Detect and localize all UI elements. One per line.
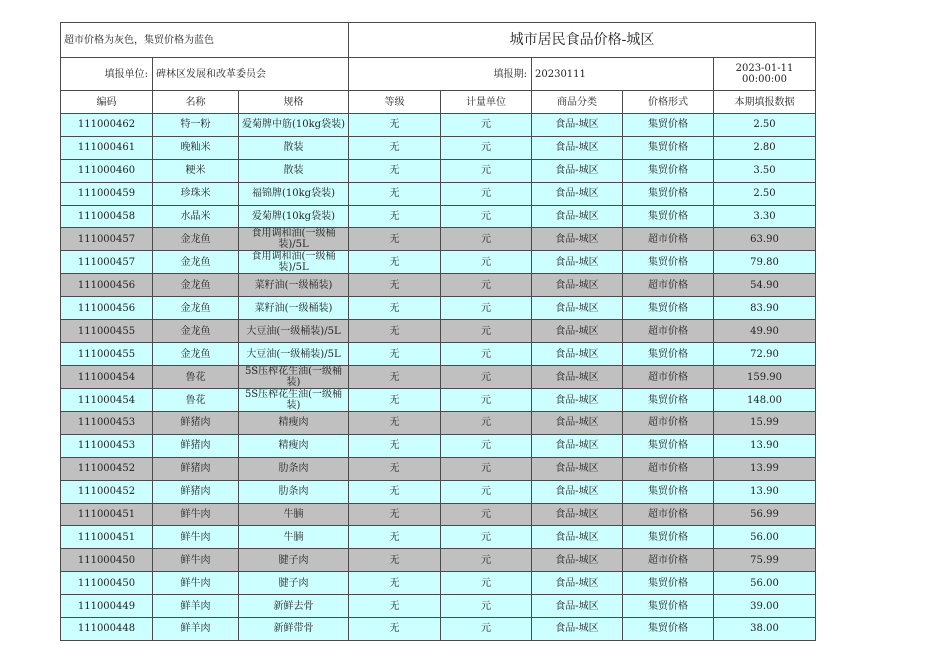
cell-code: 111000460 — [61, 159, 153, 182]
cell-category: 食品-城区 — [532, 320, 623, 343]
cell-grade: 无 — [349, 595, 441, 618]
cell-name: 鲜牛肉 — [153, 526, 239, 549]
column-header-name: 名称 — [153, 91, 239, 114]
cell-name: 鲜猪肉 — [153, 457, 239, 480]
cell-name: 鲜牛肉 — [153, 549, 239, 572]
cell-category: 食品-城区 — [532, 480, 623, 503]
period-label: 填报期: — [349, 58, 532, 91]
cell-price-type: 集贸价格 — [623, 526, 714, 549]
cell-grade: 无 — [349, 274, 441, 297]
cell-grade: 无 — [349, 457, 441, 480]
cell-unit: 元 — [441, 503, 532, 526]
table-row — [61, 114, 816, 137]
cell-name: 鲜羊肉 — [153, 595, 239, 618]
cell-code: 111000458 — [61, 205, 153, 228]
cell-name: 水晶米 — [153, 205, 239, 228]
cell-category: 食品-城区 — [532, 595, 623, 618]
cell-category: 食品-城区 — [532, 572, 623, 595]
cell-price-type: 超市价格 — [623, 274, 714, 297]
cell-category: 食品-城区 — [532, 251, 623, 274]
table-row — [61, 457, 816, 480]
cell-unit: 元 — [441, 343, 532, 366]
cell-spec: 大豆油(一级桶装)/5L — [239, 343, 349, 366]
cell-spec: 食用调和油(一级桶装)/5L — [239, 251, 349, 274]
column-header-code: 编码 — [61, 91, 153, 114]
cell-code: 111000457 — [61, 228, 153, 251]
cell-unit: 元 — [441, 320, 532, 343]
cell-spec: 新鲜去骨 — [239, 595, 349, 618]
cell-name: 金龙鱼 — [153, 274, 239, 297]
cell-price-type: 超市价格 — [623, 366, 714, 389]
cell-code: 111000449 — [61, 595, 153, 618]
cell-value[interactable]: 39.00 — [714, 595, 816, 618]
cell-grade: 无 — [349, 434, 441, 457]
cell-code: 111000451 — [61, 526, 153, 549]
table-row — [61, 480, 816, 503]
cell-unit: 元 — [441, 136, 532, 159]
cell-price-type: 超市价格 — [623, 503, 714, 526]
cell-spec: 散装 — [239, 136, 349, 159]
cell-spec: 新鲜带骨 — [239, 618, 349, 641]
cell-grade: 无 — [349, 618, 441, 641]
cell-value[interactable]: 79.80 — [714, 251, 816, 274]
cell-value[interactable]: 13.90 — [714, 480, 816, 503]
cell-value[interactable]: 49.90 — [714, 320, 816, 343]
column-header-category: 商品分类 — [532, 91, 623, 114]
table-row — [61, 526, 816, 549]
cell-name: 特一粉 — [153, 114, 239, 137]
cell-grade: 无 — [349, 320, 441, 343]
cell-spec: 牛腩 — [239, 526, 349, 549]
cell-price-type: 超市价格 — [623, 412, 714, 435]
table-row — [61, 205, 816, 228]
cell-grade: 无 — [349, 549, 441, 572]
cell-code: 111000456 — [61, 274, 153, 297]
cell-category: 食品-城区 — [532, 274, 623, 297]
table-row — [61, 274, 816, 297]
cell-grade: 无 — [349, 182, 441, 205]
unit-value[interactable]: 碑林区发展和改革委员会 — [153, 58, 349, 91]
cell-unit: 元 — [441, 457, 532, 480]
cell-price-type: 集贸价格 — [623, 159, 714, 182]
column-header-row — [61, 91, 816, 114]
cell-spec: 肋条肉 — [239, 457, 349, 480]
cell-value[interactable]: 15.99 — [714, 412, 816, 435]
cell-category: 食品-城区 — [532, 503, 623, 526]
column-header-unit: 计量单位 — [441, 91, 532, 114]
cell-name: 金龙鱼 — [153, 343, 239, 366]
cell-grade: 无 — [349, 114, 441, 137]
cell-spec: 精瘦肉 — [239, 434, 349, 457]
cell-code: 111000461 — [61, 136, 153, 159]
cell-code: 111000452 — [61, 480, 153, 503]
cell-code: 111000448 — [61, 618, 153, 641]
cell-price-type: 集贸价格 — [623, 434, 714, 457]
cell-category: 食品-城区 — [532, 182, 623, 205]
cell-code: 111000454 — [61, 366, 153, 389]
cell-spec: 菜籽油(一级桶装) — [239, 297, 349, 320]
cell-unit: 元 — [441, 434, 532, 457]
cell-value[interactable]: 13.99 — [714, 457, 816, 480]
cell-value[interactable]: 56.99 — [714, 503, 816, 526]
cell-unit: 元 — [441, 618, 532, 641]
cell-category: 食品-城区 — [532, 343, 623, 366]
cell-price-type: 超市价格 — [623, 457, 714, 480]
cell-price-type: 超市价格 — [623, 320, 714, 343]
cell-unit: 元 — [441, 251, 532, 274]
cell-grade: 无 — [349, 503, 441, 526]
cell-spec: 精瘦肉 — [239, 412, 349, 435]
cell-unit: 元 — [441, 297, 532, 320]
table-row — [61, 434, 816, 457]
table-row — [61, 343, 816, 366]
cell-price-type: 集贸价格 — [623, 136, 714, 159]
table-row — [61, 389, 816, 412]
cell-spec: 菜籽油(一级桶装) — [239, 274, 349, 297]
cell-unit: 元 — [441, 366, 532, 389]
cell-category: 食品-城区 — [532, 457, 623, 480]
cell-price-type: 集贸价格 — [623, 251, 714, 274]
cell-spec: 肋条肉 — [239, 480, 349, 503]
cell-category: 食品-城区 — [532, 366, 623, 389]
cell-category: 食品-城区 — [532, 136, 623, 159]
cell-name: 晚籼米 — [153, 136, 239, 159]
cell-category: 食品-城区 — [532, 159, 623, 182]
table-row — [61, 228, 816, 251]
cell-category: 食品-城区 — [532, 228, 623, 251]
cell-spec: 食用调和油(一级桶装)/5L — [239, 228, 349, 251]
cell-unit: 元 — [441, 114, 532, 137]
cell-unit: 元 — [441, 205, 532, 228]
cell-grade: 无 — [349, 136, 441, 159]
cell-price-type: 集贸价格 — [623, 595, 714, 618]
cell-value[interactable]: 2.80 — [714, 136, 816, 159]
column-header-value: 本期填报数据 — [714, 91, 816, 114]
cell-name: 鲜牛肉 — [153, 503, 239, 526]
cell-name: 鲜猪肉 — [153, 434, 239, 457]
table-row — [61, 572, 816, 595]
cell-value[interactable]: 63.90 — [714, 228, 816, 251]
cell-name: 鲜猪肉 — [153, 412, 239, 435]
cell-price-type: 集贸价格 — [623, 572, 714, 595]
cell-grade: 无 — [349, 389, 441, 412]
cell-price-type: 集贸价格 — [623, 343, 714, 366]
cell-spec: 5S压榨花生油(一级桶装) — [239, 389, 349, 412]
cell-unit: 元 — [441, 526, 532, 549]
cell-value[interactable]: 159.90 — [714, 366, 816, 389]
cell-grade: 无 — [349, 366, 441, 389]
cell-grade: 无 — [349, 205, 441, 228]
cell-grade: 无 — [349, 412, 441, 435]
unit-label: 填报单位: — [61, 58, 153, 91]
cell-price-type: 集贸价格 — [623, 389, 714, 412]
cell-name: 金龙鱼 — [153, 228, 239, 251]
cell-value[interactable]: 56.00 — [714, 526, 816, 549]
cell-value[interactable]: 3.30 — [714, 205, 816, 228]
cell-category: 食品-城区 — [532, 549, 623, 572]
cell-spec: 5S压榨花生油(一级桶装) — [239, 366, 349, 389]
cell-spec: 腱子肉 — [239, 549, 349, 572]
cell-code: 111000462 — [61, 114, 153, 137]
column-header-grade: 等级 — [349, 91, 441, 114]
color-legend-note: 超市价格为灰色，集贸价格为蓝色 — [61, 23, 349, 58]
cell-value[interactable]: 2.50 — [714, 114, 816, 137]
cell-grade: 无 — [349, 251, 441, 274]
cell-value[interactable]: 2.50 — [714, 182, 816, 205]
cell-code: 111000451 — [61, 503, 153, 526]
cell-category: 食品-城区 — [532, 297, 623, 320]
title-row — [61, 23, 816, 58]
cell-price-type: 集贸价格 — [623, 297, 714, 320]
cell-name: 粳米 — [153, 159, 239, 182]
cell-value[interactable]: 148.00 — [714, 389, 816, 412]
cell-value[interactable]: 3.50 — [714, 159, 816, 182]
cell-name: 金龙鱼 — [153, 297, 239, 320]
cell-category: 食品-城区 — [532, 526, 623, 549]
cell-grade: 无 — [349, 526, 441, 549]
cell-unit: 元 — [441, 228, 532, 251]
cell-code: 111000450 — [61, 572, 153, 595]
cell-grade: 无 — [349, 228, 441, 251]
table-row — [61, 251, 816, 274]
cell-unit: 元 — [441, 389, 532, 412]
cell-price-type: 集贸价格 — [623, 205, 714, 228]
cell-price-type: 集贸价格 — [623, 182, 714, 205]
table-row — [61, 549, 816, 572]
cell-code: 111000453 — [61, 434, 153, 457]
column-header-price-type: 价格形式 — [623, 91, 714, 114]
cell-category: 食品-城区 — [532, 434, 623, 457]
cell-category: 食品-城区 — [532, 389, 623, 412]
cell-code: 111000455 — [61, 320, 153, 343]
period-value[interactable]: 20230111 — [532, 58, 714, 91]
cell-name: 鲁花 — [153, 389, 239, 412]
unit-row — [61, 58, 816, 91]
cell-name: 鲜牛肉 — [153, 572, 239, 595]
cell-spec: 腱子肉 — [239, 572, 349, 595]
table-row — [61, 412, 816, 435]
cell-unit: 元 — [441, 572, 532, 595]
cell-grade: 无 — [349, 572, 441, 595]
cell-price-type: 超市价格 — [623, 549, 714, 572]
report-title: 城市居民食品价格-城区 — [349, 23, 816, 58]
cell-unit: 元 — [441, 480, 532, 503]
cell-value[interactable]: 72.90 — [714, 343, 816, 366]
cell-category: 食品-城区 — [532, 114, 623, 137]
cell-unit: 元 — [441, 182, 532, 205]
cell-code: 111000457 — [61, 251, 153, 274]
cell-name: 金龙鱼 — [153, 320, 239, 343]
cell-code: 111000452 — [61, 457, 153, 480]
cell-spec: 福锦牌(10kg袋装) — [239, 182, 349, 205]
cell-name: 金龙鱼 — [153, 251, 239, 274]
report-datetime[interactable]: 2023-01-11 00:00:00 — [714, 58, 816, 91]
cell-grade: 无 — [349, 343, 441, 366]
cell-price-type: 集贸价格 — [623, 480, 714, 503]
table-row — [61, 136, 816, 159]
cell-grade: 无 — [349, 159, 441, 182]
cell-value[interactable]: 56.00 — [714, 572, 816, 595]
cell-unit: 元 — [441, 595, 532, 618]
cell-value[interactable]: 83.90 — [714, 297, 816, 320]
cell-grade: 无 — [349, 297, 441, 320]
table-row — [61, 595, 816, 618]
cell-name: 鲁花 — [153, 366, 239, 389]
cell-unit: 元 — [441, 412, 532, 435]
cell-value[interactable]: 54.90 — [714, 274, 816, 297]
cell-price-type: 超市价格 — [623, 228, 714, 251]
cell-name: 珍珠米 — [153, 182, 239, 205]
cell-code: 111000459 — [61, 182, 153, 205]
cell-spec: 爱菊牌(10kg袋装) — [239, 205, 349, 228]
table-row — [61, 366, 816, 389]
cell-code: 111000454 — [61, 389, 153, 412]
table-row — [61, 503, 816, 526]
cell-unit: 元 — [441, 159, 532, 182]
cell-unit: 元 — [441, 549, 532, 572]
cell-spec: 爱菊牌中筋(10kg袋装) — [239, 114, 349, 137]
cell-code: 111000450 — [61, 549, 153, 572]
table-row — [61, 182, 816, 205]
cell-spec: 散装 — [239, 159, 349, 182]
cell-category: 食品-城区 — [532, 412, 623, 435]
cell-code: 111000456 — [61, 297, 153, 320]
cell-value[interactable]: 38.00 — [714, 618, 816, 641]
cell-code: 111000453 — [61, 412, 153, 435]
cell-name: 鲜猪肉 — [153, 480, 239, 503]
cell-category: 食品-城区 — [532, 205, 623, 228]
cell-price-type: 集贸价格 — [623, 618, 714, 641]
cell-code: 111000455 — [61, 343, 153, 366]
cell-value[interactable]: 75.99 — [714, 549, 816, 572]
cell-spec: 大豆油(一级桶装)/5L — [239, 320, 349, 343]
cell-spec: 牛腩 — [239, 503, 349, 526]
cell-price-type: 集贸价格 — [623, 114, 714, 137]
cell-value[interactable]: 13.90 — [714, 434, 816, 457]
cell-name: 鲜羊肉 — [153, 618, 239, 641]
cell-category: 食品-城区 — [532, 618, 623, 641]
price-report-table — [60, 22, 816, 641]
cell-grade: 无 — [349, 480, 441, 503]
table-row — [61, 618, 816, 641]
table-row — [61, 320, 816, 343]
cell-unit: 元 — [441, 274, 532, 297]
table-row — [61, 297, 816, 320]
table-row — [61, 159, 816, 182]
column-header-spec: 规格 — [239, 91, 349, 114]
